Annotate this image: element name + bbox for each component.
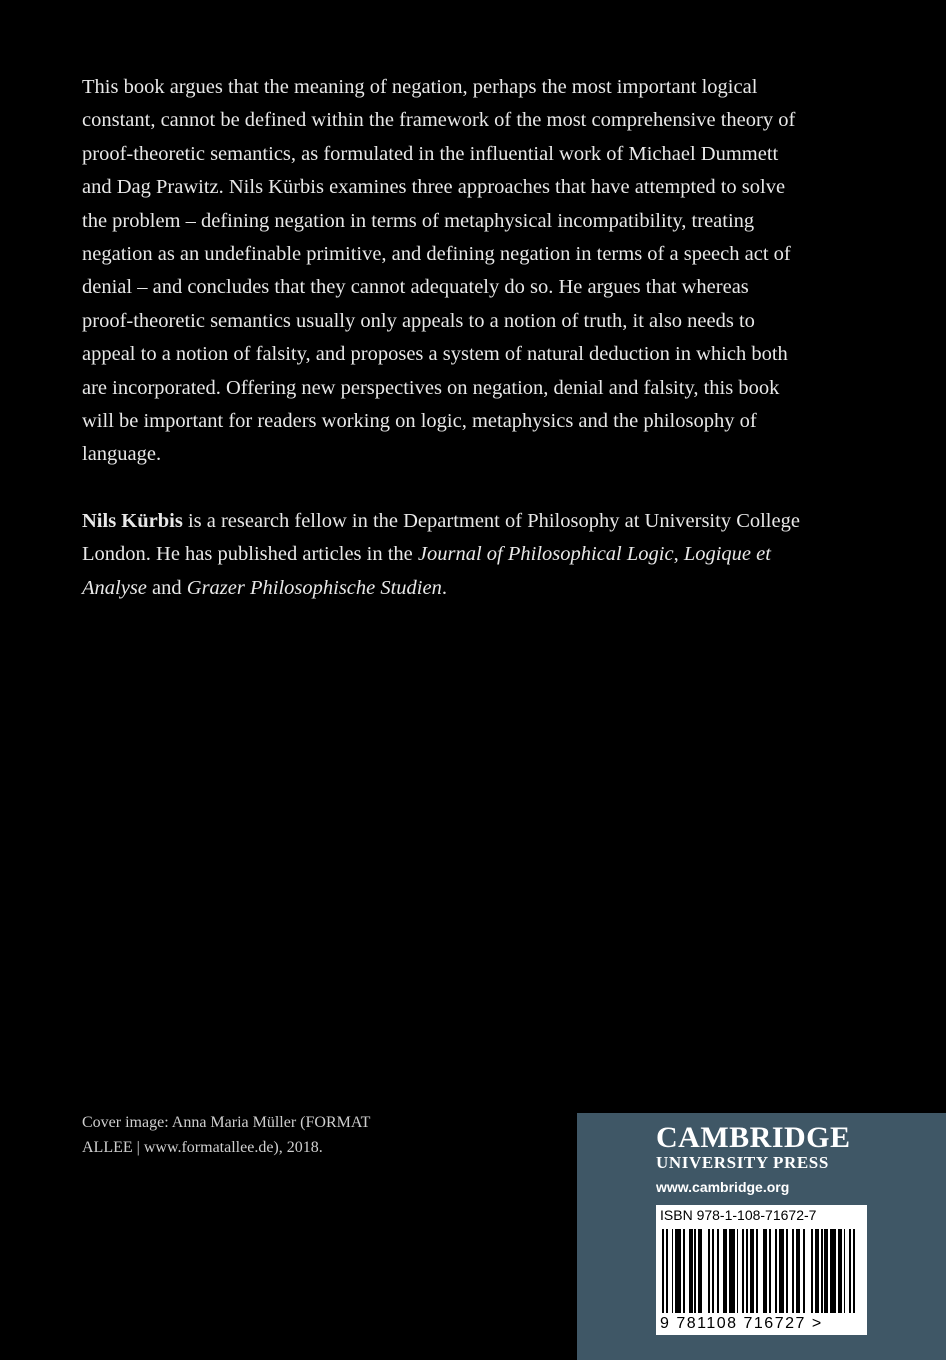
publisher-website: www.cambridge.org bbox=[656, 1179, 790, 1195]
journal-title: Journal of Philosophical Logic bbox=[417, 543, 674, 566]
isbn-label: ISBN 978-1-108-71672-7 bbox=[660, 1207, 817, 1223]
author-name: Nils Kürbis bbox=[82, 510, 183, 532]
barcode-number: 9 781108 716727 > bbox=[660, 1315, 823, 1332]
book-description: This book argues that the meaning of negation, perhaps the most important logical constant, cannot be defined within the framework of the most comprehensive theory of proof-theoretic semantics, as formulated in the influential work of Michael Dummett and Dag Prawitz. Nils Kürbis examines three approaches that have attempted to solve the problem – defining negation in terms of metaphysical incompatibility, treating negation as an undefinable primitive, and defining negation in terms of a speech act of denial – and concludes that they cannot adequately do so. He argues that whereas proof-theoretic semantics usually only appeals to a notion of truth, it also needs to appeal to a notion of falsity, and proposes a system of natural deduction in which both are incorporated. Offering new perspectives on negation, denial and falsity, this book will be important for readers working on logic, metaphysics and the philosophy of language. bbox=[82, 76, 796, 466]
journal-title: Grazer Philosophische Studien bbox=[186, 576, 442, 599]
publisher-panel bbox=[577, 1113, 946, 1360]
author-bio: Nils Kürbis is a research fellow in the Department of Philosophy at University College London. He has published articles in the Journal of Philosophical Logic, Logique et Analyse and Grazer Philosophische Studien. bbox=[82, 510, 800, 599]
author-bio-text: is a research fellow in the Department of Philosophy at University College London. He has published articles in the bbox=[82, 510, 800, 566]
publisher-press: UNIVERSITY PRESS bbox=[656, 1153, 829, 1172]
journal-title: Logique et Analyse bbox=[82, 543, 771, 599]
publisher-name: CAMBRIDGE bbox=[656, 1121, 851, 1154]
barcode-icon bbox=[662, 1229, 858, 1313]
cover-image-credit: Cover image: Anna Maria Müller (FORMAT ALLEE | www.formatallee.de), 2018. bbox=[82, 1114, 371, 1156]
barcode-panel bbox=[656, 1205, 867, 1335]
